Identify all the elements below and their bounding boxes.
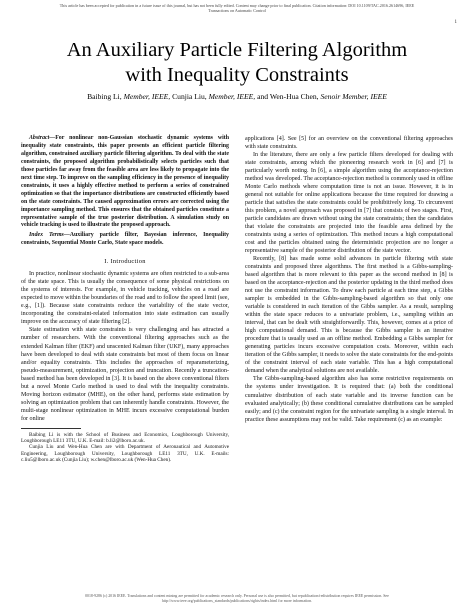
journal-header (16, 3, 458, 13)
intro-paragraph-2: State estimation with state constraints is very challenging and has attracted a number of researchers. With the conventional filtering approaches such as the extended Kalman filter (EKF) and unscented Kalman filter (UKF), many approaches have been developed to deal with state constraints but most of them focus on linear and/or equality constraints. This includes the approaches of reparameterizing, pseudo-measurement, optimization, projection and truncation. Recently a truncation-based method has been developed in [3]. It is based on the above conventional filters but a novel Monte Carlo method is used to deal with the inequality constraints. Moving horizon estimator (MHE), on the other hand, performs state estimation by solving an optimization problem that can inherently handle constraints. However, the multi-stage nonlinear optimization in MHE incurs excessive computational burden for online (21, 327, 229, 422)
section-heading-introduction: I. Introduction (104, 258, 146, 266)
title-line-2: with Inequality Constraints (125, 64, 349, 86)
author-2-role: Member, IEEE, (208, 92, 256, 101)
paper-title (0, 38, 474, 88)
index-terms-text: —Auxiliary particle filter, Bayesian inference, Inequality constraints, Sequential Monte Carlo, State space models. (21, 232, 229, 247)
author-3-role: Senoir Member, IEEE (320, 92, 387, 101)
copyright-line-1: 0018-9286 (c) 2016 IEEE. Translations and content mining are permitted for academic research only. Personal use is also permitted, but republication/redistribution requires IEEE permission. See (85, 594, 389, 598)
abstract-text: —For nonlinear non-Gaussian stochastic dynamic systems with inequality state constraints, this paper presents an efficient particle filtering algorithm, constrained auxiliary particle filtering algorithm. To deal with the state constraints, the proposed algorithm probabilistically selects particles such that those particles far away from the feasible area are less likely to propagate into the next time step. To improve on the sampling efficiency in the presence of inequality constraints, it uses a highly effective method to perform a series of constrained optimization so that the importance distributions are constructed efficiently based on the state constraints. The caused approximation errors are corrected using the importance sampling method. This ensures that the obtained particles constitute a representative sample of the true posterior distribution. A simulation study on vehicle tracking is used to illustrate the proposed approach. (21, 135, 229, 229)
header-journal: Transactions on Automatic Control (208, 8, 266, 14)
author-1-name: Baibing Li, (87, 92, 122, 101)
right-paragraph-3: Recently, [8] has made some solid advances in particle filtering with state constraints and proposed three algorithms. The first method is a Gibbs-sampling-based algorithm that is more relevant to this paper as the second method in [8] is based on the acceptance-rejection and the posterior updating in the third method does not use the constraint information. To draw each particle at each time step, a Gibbs sampler is embedded in the Gibbs-sampling-based algorithm so that only one variable is considered in each iteration of the Gibbs sampler. As a result, sampling within the state space reduces to a univariate problem, i.e., sampling within an interval, that can be dealt with straightforwardly. This, however, comes at a price of high computational demand. This is because the Gibbs sampler is an iterative procedure that is usually used as an offline method. Embedding a Gibbs sampler for generating particles incurs excessive computation costs. Moreover, within each iteration of the Gibbs sampler, it needs to solve the state constraints for the end-points of the constraint interval of each state variable. This has a high computational demand when the analytical solutions are not available. (245, 256, 453, 375)
author-list (0, 92, 474, 101)
author-3-name: and Wen-Hua Chen, (257, 92, 319, 101)
right-paragraph-2: In the literature, there are only a few particle filters developed for dealing with state constraints, among which the pioneering research work in [6] and [7] is particularly worth noting. In [6], a simple algorithm using the acceptance-rejection method was developed. The acceptance-rejection method is commonly used in offline Monte Carlo methods where computation time is not an issue. However, it is in general not suitable for online applications because the time required for drawing a particle that satisfies the state constraints could be prohibitively long. To circumvent this problem, a novel approach was proposed in [7] that consists of two stages. First, particle candidates are drawn without using the state constraints; then the candidates that violate the constraints are projected into the feasible area defined by the constraints using a series of optimization. This method incurs a high computational cost and the particles obtained using the deterministic projection are no longer a representative sample of the posterior distribution of the state vector. (245, 152, 453, 255)
header-notice: This article has been accepted for publication in a future issue of this journal, but has not been fully edited. Content may change prior to final publication. Citation information: DOI 10.1109/TAC.2016.2614696, IEEE (59, 3, 415, 8)
intro-paragraph-1: In practice, nonlinear stochastic dynamic systems are often restricted to a sub-area of the state space. This is usually the consequence of some physical restrictions on the systems of interests. For example, in vehicle tracking, vehicles on a road are expected to move within the boundaries of the road and to follow the speed limit (see, e.g., [1]). Because state constraints reduce the variability of the state vector, incorporating the constraint-related information into state estimation can usually improve on the accuracy of state filtering [2]. (21, 271, 229, 326)
right-paragraph-1: applications [4]. See [5] for an overview on the conventional filtering approaches with state constraints. (245, 136, 453, 151)
abstract-label: Abstract (29, 135, 50, 141)
index-terms-label: Index Terms (29, 232, 64, 239)
right-paragraph-4: The Gibbs-sampling-based algorithm also has some restrictive requirements on the systems under investigation. It is required that: (a) both the conditional cumulative distribution of each state variable and its inverse function can be evaluated analytically; (b) these conditional cumulative distributions can be sampled easily; and (c) the constraint region for the univariate sampling is a single interval. In practice these assumptions may not be valid. Take requirement (c) as an example: (245, 376, 453, 423)
right-column (245, 135, 453, 424)
footnote-divider (21, 428, 81, 429)
page-number: 1 (454, 20, 457, 25)
author-2-name: Cunjia Liu, (172, 92, 207, 101)
author-1-role: Member, IEEE, (123, 92, 171, 101)
index-terms (21, 232, 229, 248)
copyright-line-2: http://www.ieee.org/publications_standards/publications/rights/index.html for more information. (161, 599, 313, 603)
abstract (21, 135, 229, 230)
copyright-footer (16, 594, 458, 604)
title-line-1: An Auxiliary Particle Filtering Algorithm (66, 39, 408, 61)
footnote-author-1: Baibing Li is with the School of Business and Economics, Loughborough University, Loughborough LE11 3TU, U.K. E-mail: b.li2@lboro.ac.uk. (21, 431, 229, 445)
left-column (21, 135, 229, 464)
footnote-authors-2-3: Cunjia Liu and Wen-Hua Chen are with Department of Aeronautical and Automotive Engineering, Loughborough University, Loughborough LE11 3TU, U.K. E-mails: c.liu5@lboro.ac.uk (Cunjia Liu); w.chen@lboro.ac.uk (Wen-Hua Chen). (21, 444, 229, 464)
